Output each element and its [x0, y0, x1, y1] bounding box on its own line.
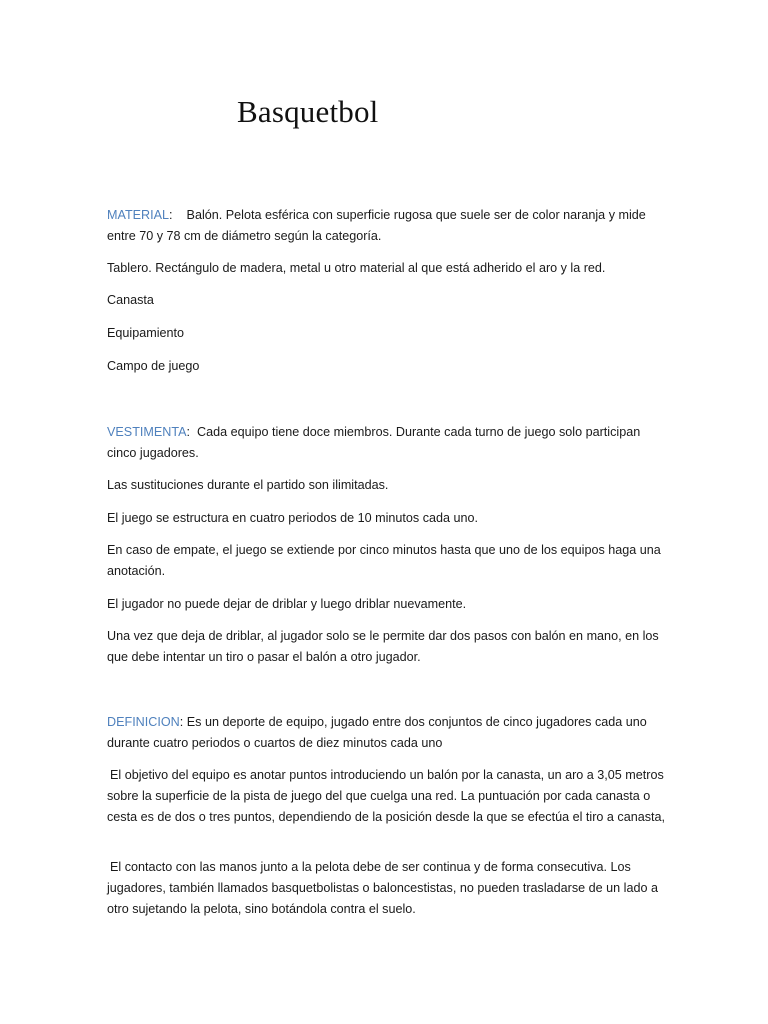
material-paragraph	[107, 205, 667, 247]
vestimenta-label: VESTIMENTA	[107, 425, 187, 439]
definicion-paragraph	[107, 712, 667, 754]
document-title: Basquetbol	[237, 94, 379, 129]
definicion-colon: :	[179, 715, 184, 729]
material-item-canasta: Canasta	[107, 293, 154, 307]
material-label: MATERIAL	[107, 208, 170, 222]
vestimenta-item-driblar: El jugador no puede dejar de driblar y luego driblar nuevamente.	[107, 597, 467, 611]
vestimenta-item-pasos: Una vez que deja de driblar, al jugador solo se le permite dar dos pasos con balón en mano, en los que debe intentar un tiro o pasar el balón a otro jugador.	[107, 629, 659, 664]
vestimenta-item-sustituciones: Las sustituciones durante el partido son ilimitadas.	[107, 478, 389, 492]
definicion-item-objetivo: El objetivo del equipo es anotar puntos introduciendo un balón por la canasta, un aro a 3,05 metros sobre la superficie de la pista de juego del que cuelga una red. La puntuación por cada canasta o cesta es de dos o tres puntos, dependiendo de la posición desde la que se efectúa el tiro a canasta,	[107, 768, 666, 824]
material-item-tablero: Tablero. Rectángulo de madera, metal u otro material al que está adherido el aro y la red.	[107, 261, 606, 275]
material-text: Balón. Pelota esférica con superficie rugosa que suele ser de color naranja y mide entre 70 y 78 cm de diámetro según la categoría.	[107, 208, 646, 243]
material-item-campo: Campo de juego	[107, 359, 200, 373]
vestimenta-item-periodos: El juego se estructura en cuatro periodos de 10 minutos cada uno.	[107, 511, 479, 525]
vestimenta-paragraph	[107, 422, 667, 464]
material-colon: :	[169, 208, 173, 222]
vestimenta-item-empate: En caso de empate, el juego se extiende por cinco minutos hasta que uno de los equipos haga una anotación.	[107, 543, 661, 578]
definicion-label: DEFINICION	[107, 715, 180, 729]
definicion-item-contacto: El contacto con las manos junto a la pelota debe de ser continua y de forma consecutiva. Los jugadores, también llamados basquetbolistas o baloncestistas, no pueden trasladarse de un lado a otro sujetando la pelota, sino botándola contra el suelo.	[107, 860, 658, 916]
material-item-equipamiento: Equipamiento	[107, 326, 185, 340]
definicion-text: Es un deporte de equipo, jugado entre dos conjuntos de cinco jugadores cada uno durante cuatro periodos o cuartos de diez minutos cada uno	[107, 715, 647, 750]
vestimenta-text: Cada equipo tiene doce miembros. Durante cada turno de juego solo participan cinco jugadores.	[107, 425, 641, 460]
vestimenta-colon: :	[186, 425, 191, 439]
